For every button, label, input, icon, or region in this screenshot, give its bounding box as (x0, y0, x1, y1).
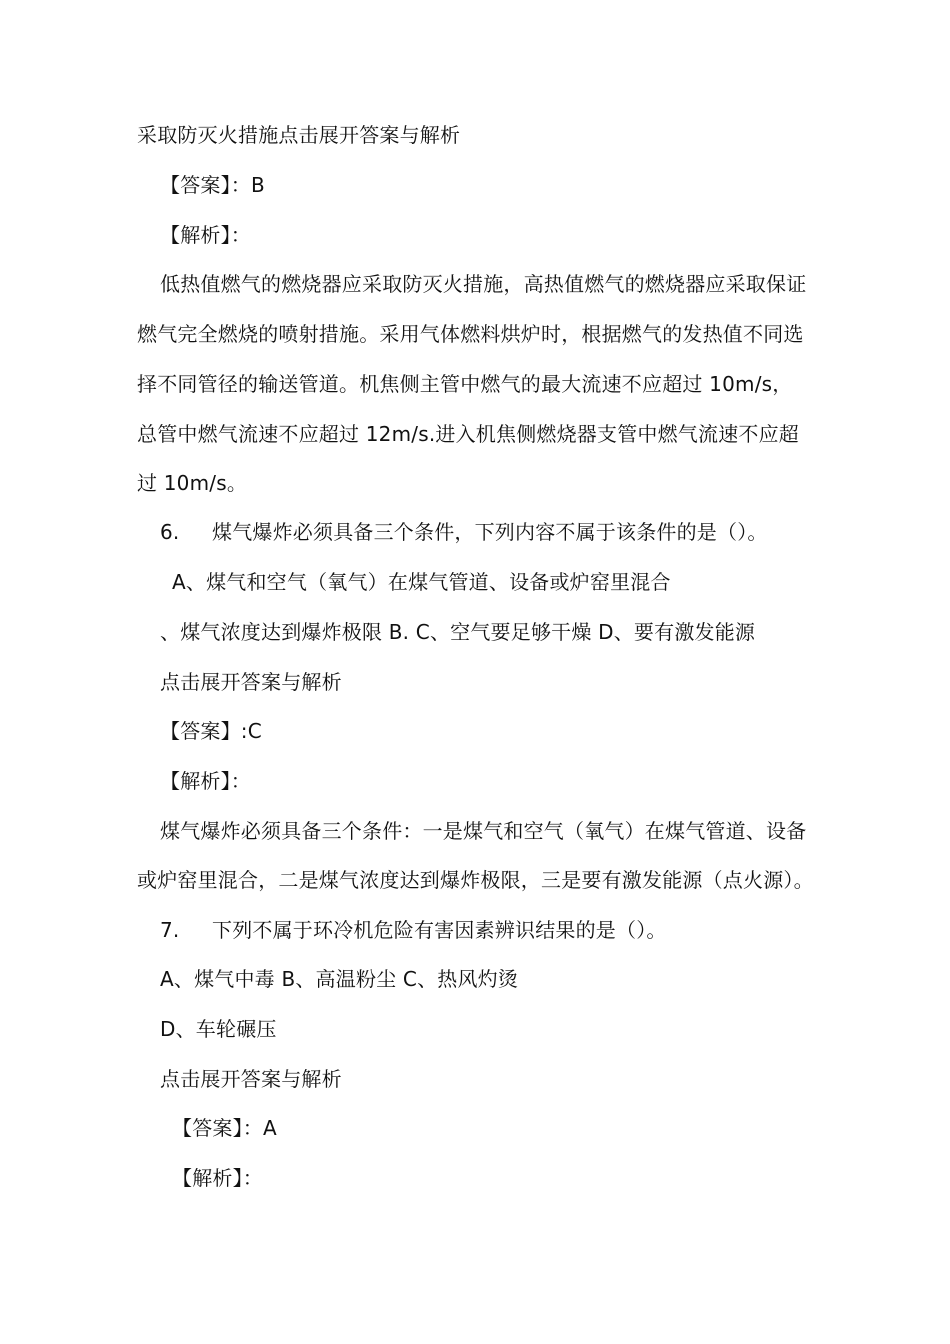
analysis-label: 【解析】： (160, 769, 251, 793)
expand-answer-link[interactable]: 点击展开答案与解析 (160, 1067, 342, 1091)
analysis-text: 总管中燃气流速不应超过 12m/s.进入机焦侧燃烧器支管中燃气流速不应超 (137, 422, 800, 446)
analysis-text: 过 10m/s。 (137, 471, 248, 495)
answer-label: 【答案】：A (172, 1116, 277, 1140)
analysis-text: 低热值燃气的燃烧器应采取防灭火措施，高热值燃气的燃烧器应采取保证 (160, 272, 807, 296)
question-text: 煤气爆炸必须具备三个条件，下列内容不属于该条件的是（）。 (212, 520, 768, 544)
analysis-text: 煤气爆炸必须具备三个条件：一是煤气和空气（氧气）在煤气管道、设备 (160, 819, 807, 843)
option-line: A、煤气中毒 B、高温粉尘 C、热风灼烫 (160, 967, 519, 991)
expand-answer-link[interactable]: 点击展开答案与解析 (160, 670, 342, 694)
question-7 (160, 916, 667, 944)
question-6 (160, 518, 768, 546)
answer-label: 【答案】:C (160, 719, 262, 743)
question-number: 6. (160, 520, 180, 544)
option-line: D、车轮碾压 (160, 1017, 277, 1041)
question-number: 7. (160, 918, 180, 942)
analysis-label: 【解析】： (172, 1166, 263, 1190)
answer-label: 【答案】：B (160, 173, 265, 197)
analysis-text: 燃气完全燃烧的喷射措施。采用气体燃料烘炉时，根据燃气的发热值不同选 (137, 322, 804, 346)
analysis-text: 或炉窑里混合，二是煤气浓度达到爆炸极限，三是要有激发能源（点火源）。 (137, 868, 814, 892)
text-line: 采取防灭火措施点击展开答案与解析 (137, 123, 461, 147)
analysis-text: 择不同管径的输送管道。机焦侧主管中燃气的最大流速不应超过 10m/s， (137, 372, 793, 396)
option-line: 、煤气浓度达到爆炸极限 B. C、空气要足够干燥 D、要有激发能源 (160, 620, 756, 644)
question-text: 下列不属于环冷机危险有害因素辨识结果的是（）。 (212, 918, 667, 942)
option-line: A、煤气和空气（氧气）在煤气管道、设备或炉窑里混合 (172, 570, 671, 594)
analysis-label: 【解析】： (160, 223, 251, 247)
